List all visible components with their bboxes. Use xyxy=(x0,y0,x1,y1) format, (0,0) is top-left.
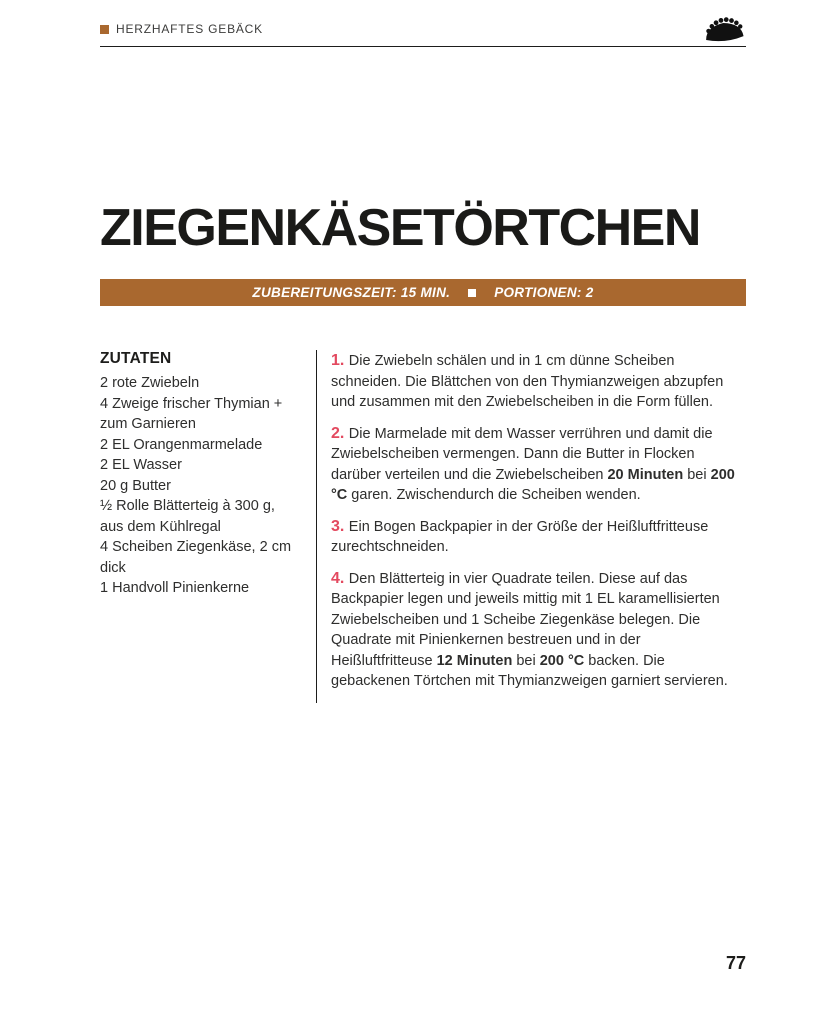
recipe-step xyxy=(331,569,746,692)
step-text: bei xyxy=(683,466,711,483)
portions-label: PORTIONEN: 2 xyxy=(494,285,594,300)
step-number: 2. xyxy=(331,424,349,442)
prep-time-label: ZUBEREITUNGSZEIT: 15 MIN. xyxy=(252,285,451,300)
page-footer xyxy=(100,953,746,974)
step-text: garen. Zwischendurch die Scheiben wenden. xyxy=(347,487,641,503)
step-text-bold: 20 Minuten xyxy=(607,466,684,483)
step-text: Ein Bogen Backpapier in der Größe der Heißluftfritteuse zurechtschneiden. xyxy=(331,518,709,555)
step-text: Die Marmelade mit dem Wasser verrühren und damit die Zwiebelscheiben vermengen. Dann die Butter in Flocken darüber verteilen und die Zwiebelscheiben xyxy=(331,425,713,483)
category-square-icon xyxy=(100,25,109,34)
step-text: bei xyxy=(512,652,540,669)
recipe-step xyxy=(331,424,746,506)
ingredient-item: 2 EL Orangenmarmelade xyxy=(100,436,263,453)
step-number: 1. xyxy=(331,352,349,369)
steps-column xyxy=(317,350,746,703)
step-text: Den Blätterteig in vier Quadrate teilen. Diese auf das Backpapier legen und jeweils mittig mit 1 EL karamellisierten Zwiebelscheiben und 1 Scheibe Ziegenkäse belegen. Die Quadrate mit Pinienkernen bestreuen und in der Heißluftfritteuse xyxy=(331,570,720,669)
recipe-body xyxy=(100,350,746,703)
meta-banner xyxy=(100,279,746,306)
step-text-bold: 12 Minuten xyxy=(436,652,513,669)
category-label: HERZHAFTES GEBÄCK xyxy=(116,22,263,36)
recipe-step xyxy=(331,351,746,413)
step-number: 4. xyxy=(331,569,349,587)
ingredient-item: ½ Rolle Blätterteig à 300 g, aus dem Kühlregal xyxy=(100,498,275,535)
ingredient-item: 2 rote Zwiebeln xyxy=(100,375,200,391)
category-kicker xyxy=(100,22,263,36)
ingredients-heading: ZUTATEN xyxy=(100,350,172,367)
separator-square-icon xyxy=(468,289,476,297)
step-text-bold: 200 °C xyxy=(539,652,585,669)
ingredient-item: 1 Handvoll Pinienkerne xyxy=(100,580,250,596)
ingredient-item: 20 g Butter xyxy=(100,477,171,494)
ingredient-item: 2 EL Wasser xyxy=(100,457,182,473)
page-number: 77 xyxy=(725,953,746,973)
ingredient-item: 4 Zweige frischer Thymian + zum Garnieren xyxy=(100,395,283,432)
step-text: Die Zwiebeln schälen und in 1 cm dünne Scheiben schneiden. Die Blättchen von den Thymianzweigen abzupfen und zusammen mit den Zwiebelscheiben in die Form füllen. xyxy=(331,353,724,410)
step-text: backen. Die gebackenen Törtchen mit Thymianzweigen garniert servieren. xyxy=(331,652,728,689)
recipe-step xyxy=(331,517,746,558)
ingredients-column xyxy=(100,350,316,703)
empanada-icon xyxy=(702,13,746,43)
step-text-bold: 200 °C xyxy=(331,466,735,503)
recipe-title: ZIEGENKÄSETÖRTCHEN xyxy=(100,199,700,257)
ingredient-list xyxy=(100,373,300,599)
step-number: 3. xyxy=(331,517,349,535)
page-header xyxy=(100,12,746,47)
ingredient-item: 4 Scheiben Ziegenkäse, 2 cm dick xyxy=(100,539,292,576)
